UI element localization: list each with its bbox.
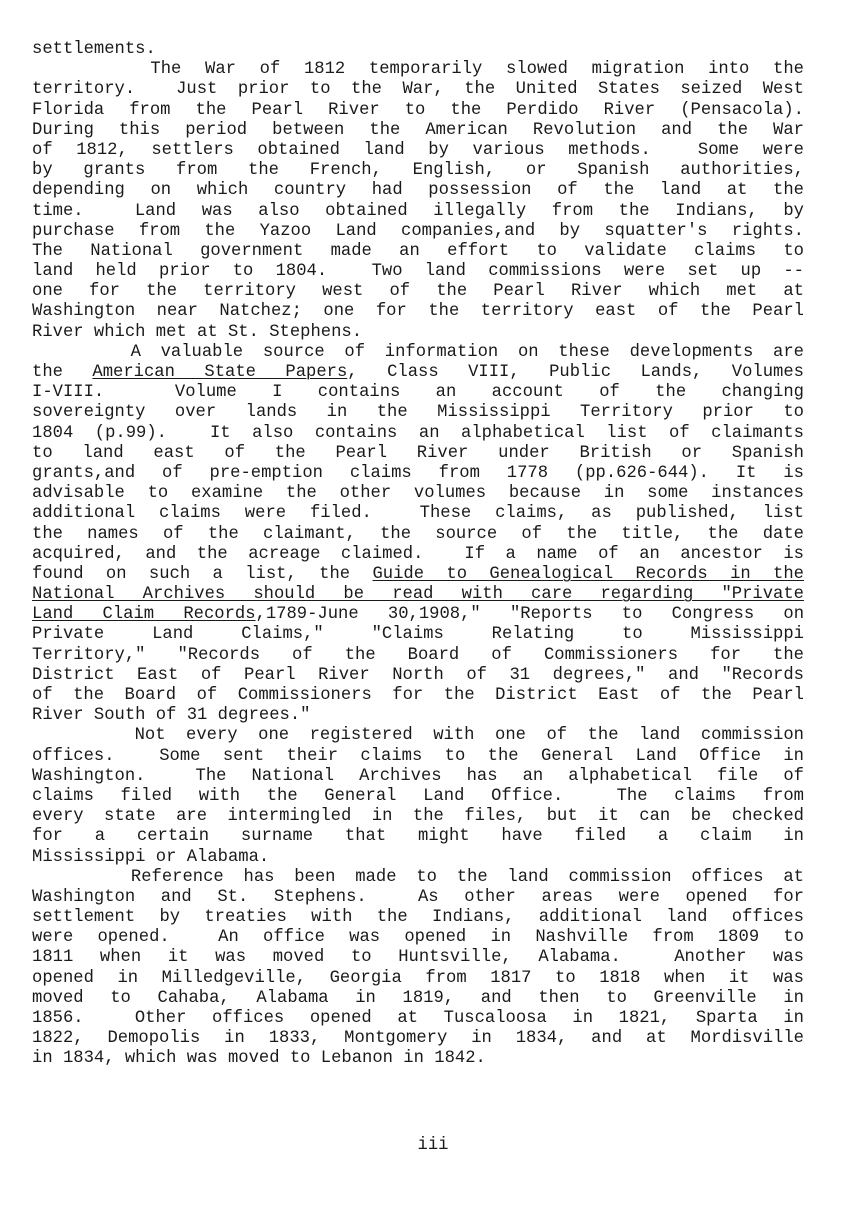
- text-line: the American State Papers, Class VIII, Public Lands, Volumes: [32, 363, 804, 382]
- text-line: Florida from the Pearl River to the Perdido River (Pensacola).: [32, 100, 804, 120]
- text-line: 1811 when it was moved to Huntsville, Alabama. Another was: [32, 948, 804, 968]
- text-line: Private Land Claims," "Claims Relating to Mississippi: [32, 625, 804, 645]
- text-line: opened in Milledgeville, Georgia from 1817 to 1818 when it was: [32, 968, 804, 988]
- text-line: The War of 1812 temporarily slowed migration into the: [32, 60, 804, 80]
- text-line: River South of 31 degrees.": [32, 706, 311, 726]
- text-line: depending on which country had possession of the land at the: [32, 181, 804, 201]
- text-line: District East of Pearl River North of 31 degrees," and "Records: [32, 665, 804, 685]
- text-line: Land Claim Records,1789-June 30,1908," "Reports to Congress on: [32, 605, 805, 625]
- text-line: settlements.: [32, 40, 156, 59]
- text-line: 1856. Other offices opened at Tuscaloosa in 1821, Sparta in: [32, 1009, 804, 1028]
- underlined-title: National Archives should be read with care regarding "Private: [32, 585, 804, 605]
- text-line: grants,and of pre-emption claims from 1778 (pp.626-644). It is: [32, 463, 804, 483]
- text-line: moved to Cahaba, Alabama in 1819, and then to Greenville in: [32, 988, 804, 1008]
- text-line: of the Board of Commissioners for the District East of the Pearl: [32, 686, 804, 705]
- text-line: 1822, Demopolis in 1833, Montgomery in 1834, and at Mordisville: [32, 1029, 804, 1049]
- text-line: Reference has been made to the land commission offices at: [32, 867, 804, 887]
- text-line: every state are intermingled in the files, but it can be checked: [32, 807, 804, 827]
- text-line: offices. Some sent their claims to the General Land Office in: [32, 746, 804, 766]
- text-line: [32, 585, 804, 605]
- text-line: acquired, and the acreage claimed. If a name of an ancestor is: [32, 544, 804, 564]
- text-line: by grants from the French, English, or Spanish authorities,: [32, 161, 804, 181]
- text-line: for a certain surname that might have filed a claim in: [32, 827, 804, 847]
- text-line: During this period between the American Revolution and the War: [32, 120, 804, 140]
- text-line: additional claims were filed. These claims, as published, list: [32, 504, 804, 524]
- text-line: sovereignty over lands in the Mississippi Territory prior to: [32, 403, 804, 423]
- text-line: claims filed with the General Land Office. The claims from: [32, 786, 804, 806]
- text-line: were opened. An office was opened in Nashville from 1809 to: [32, 928, 804, 948]
- text-line: the names of the claimant, the source of the title, the date: [32, 524, 804, 544]
- underlined-title: American State Papers: [92, 363, 348, 382]
- underlined-title: Guide to Genealogical Records in the: [372, 564, 804, 584]
- underlined-title: Land Claim Records: [32, 605, 256, 625]
- text-line: Washington. The National Archives has an alphabetical file of: [32, 766, 804, 786]
- text-line: of 1812, settlers obtained land by various methods. Some were: [32, 140, 804, 160]
- text-line: in 1834, which was moved to Lebanon in 1842.: [32, 1049, 486, 1069]
- text-line: one for the territory west of the Pearl River which met at: [32, 282, 804, 302]
- text-line: Not every one registered with one of the land commission: [32, 726, 804, 746]
- text-line: River which met at St. Stephens.: [32, 322, 363, 342]
- text-line: Washington and St. Stephens. As other areas were opened for: [32, 887, 804, 907]
- text-line: 1804 (p.99). It also contains an alphabetical list of claimants: [32, 423, 804, 443]
- text-line: time. Land was also obtained illegally from the Indians, by: [32, 201, 804, 221]
- text-line: The National government made an effort to validate claims to: [32, 241, 804, 261]
- text-line: Washington near Natchez; one for the territory east of the Pearl: [32, 302, 804, 322]
- text-line: advisable to examine the other volumes because in some instances: [32, 484, 804, 504]
- text-line: land held prior to 1804. Two land commissions were set up --: [32, 262, 804, 282]
- text-line: Territory," "Records of the Board of Commissioners for the: [32, 645, 804, 665]
- text-line: to land east of the Pearl River under British or Spanish: [32, 443, 804, 463]
- document-body: [32, 40, 804, 1070]
- page-number: iii: [417, 1136, 449, 1155]
- text-line: territory. Just prior to the War, the United States seized West: [32, 80, 804, 100]
- text-line: found on such a list, the Guide to Genealogical Records in the: [32, 564, 804, 584]
- text-line: Mississippi or Alabama.: [32, 847, 270, 867]
- text-line: A valuable source of information on these developments are: [32, 342, 804, 362]
- text-line: I-VIII. Volume I contains an account of the changing: [32, 383, 804, 403]
- text-line: settlement by treaties with the Indians, additional land offices: [32, 908, 804, 928]
- text-line: purchase from the Yazoo Land companies,and by squatter's rights.: [32, 221, 804, 241]
